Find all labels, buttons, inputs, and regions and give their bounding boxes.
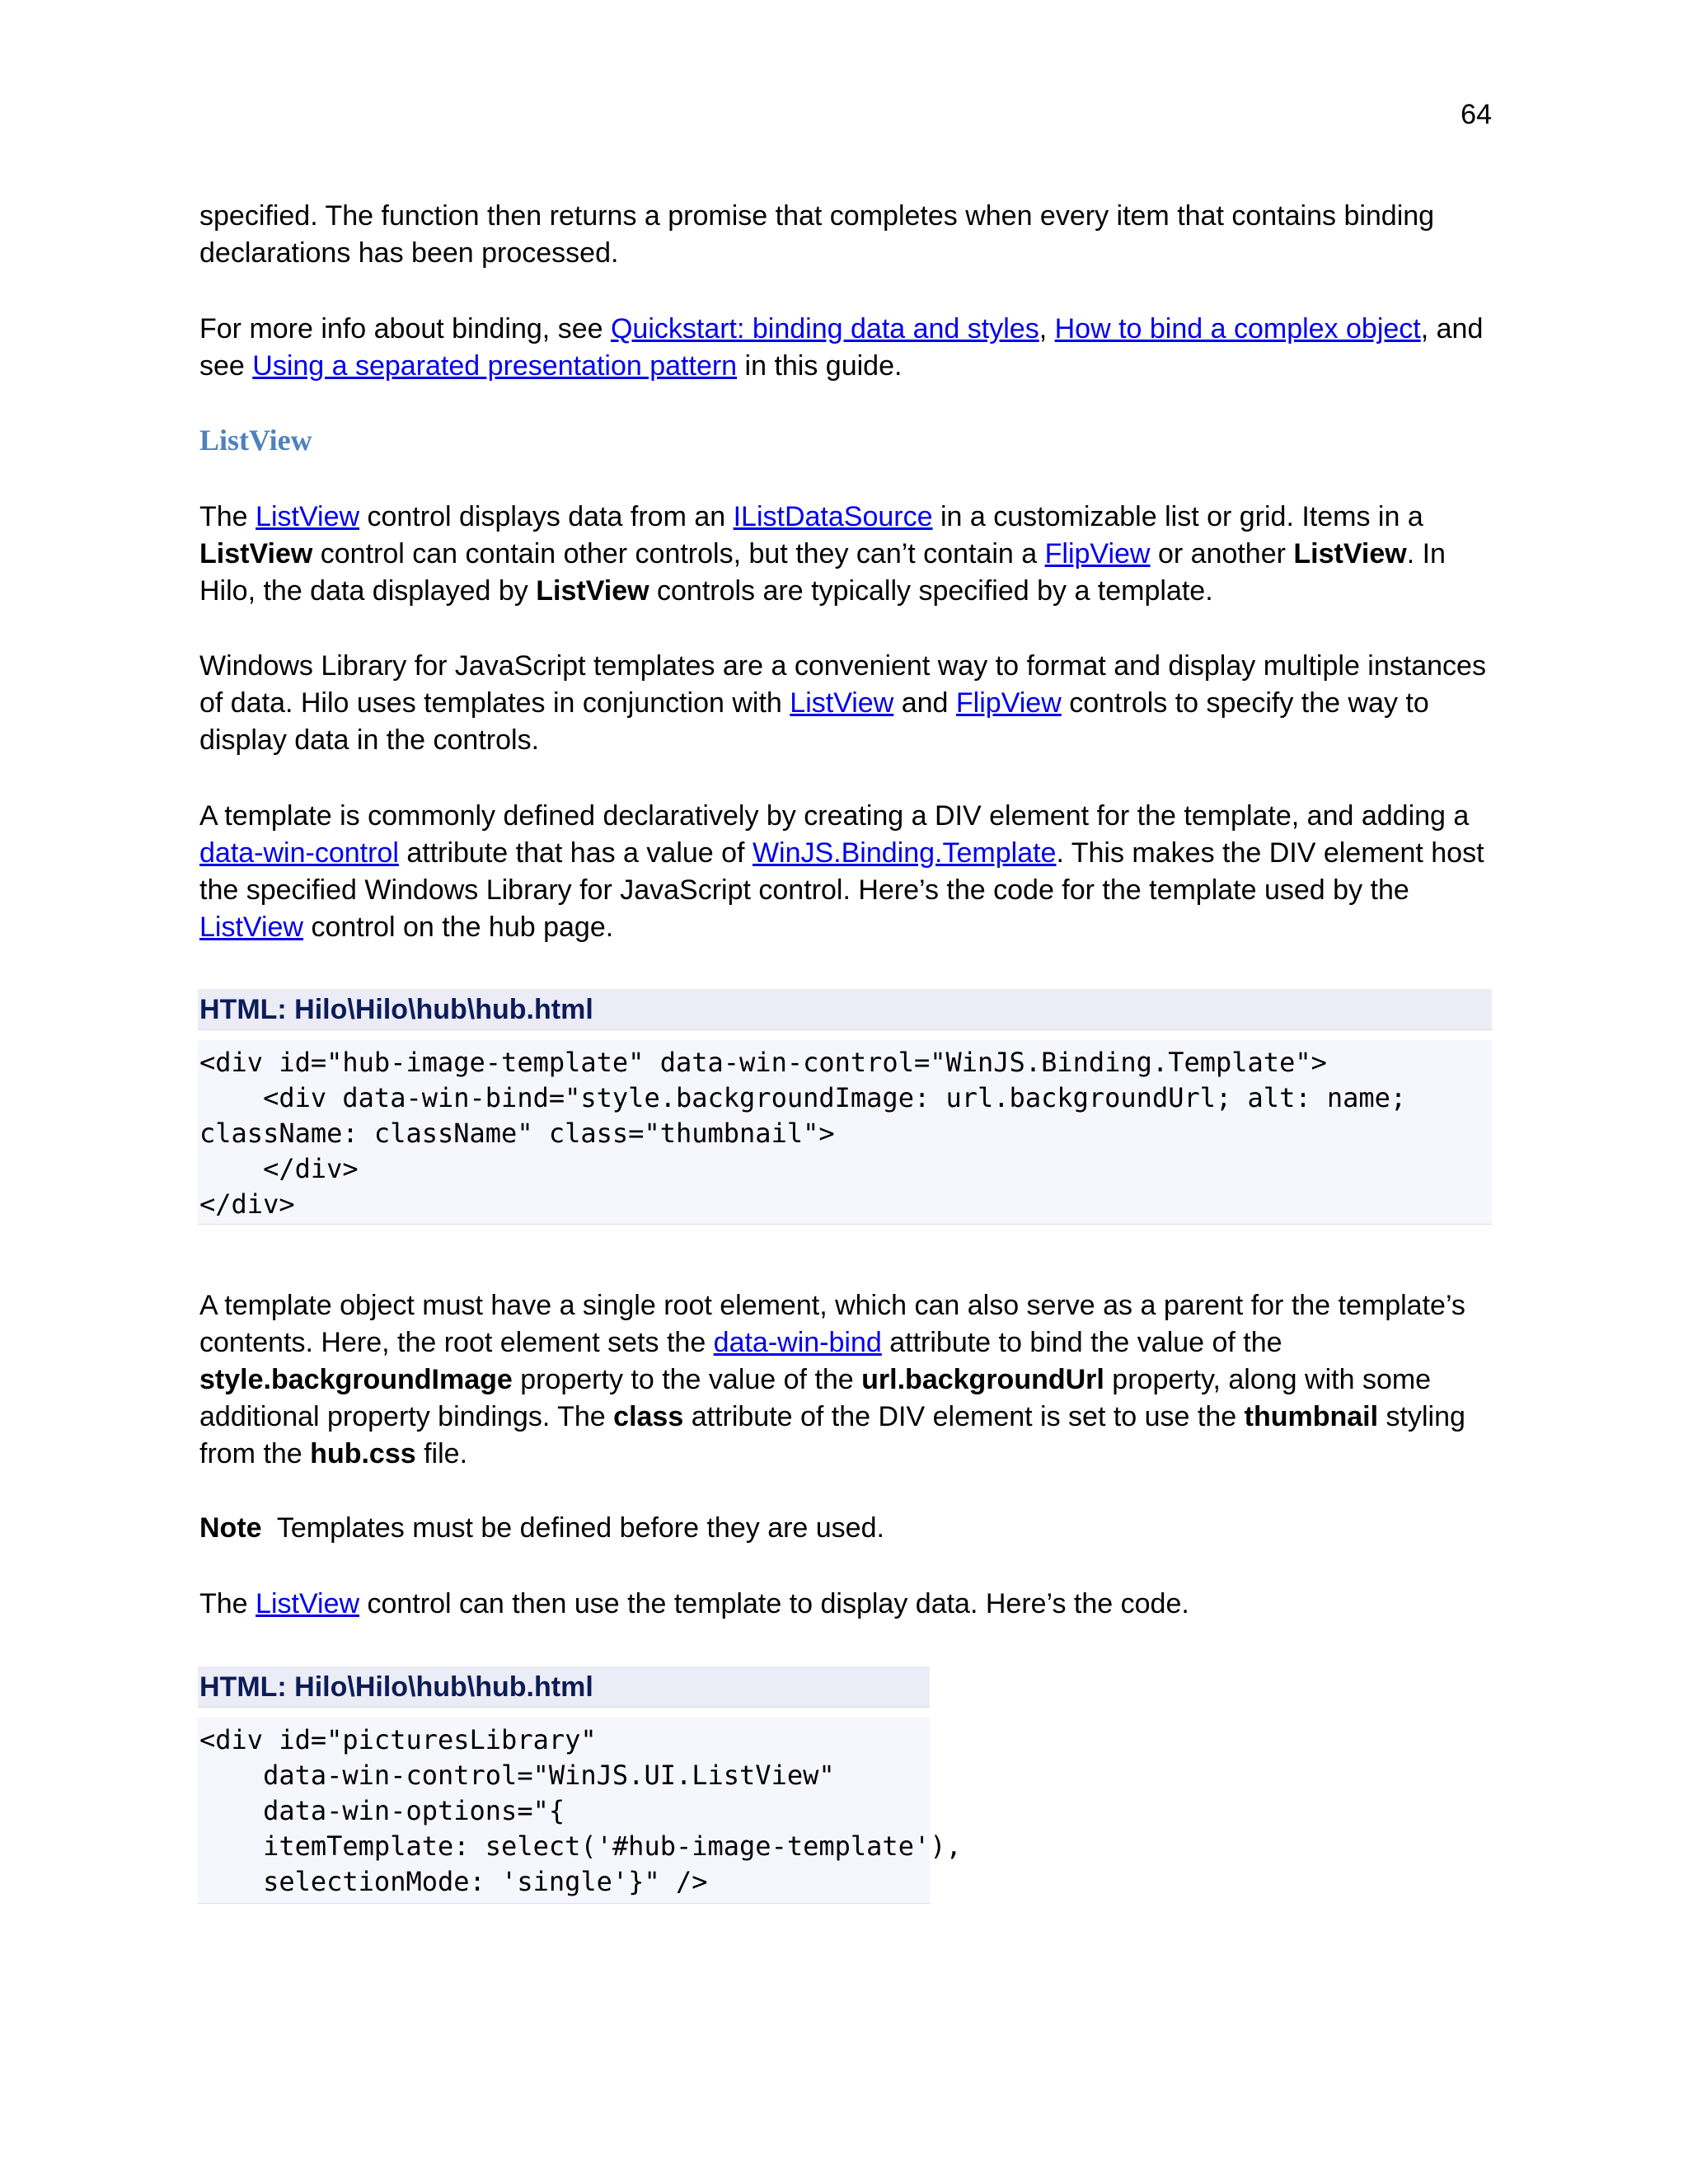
link-flipview-2[interactable]: FlipView [955,687,1062,719]
link-bind-complex-object[interactable]: How to bind a complex object [1054,313,1421,344]
paragraph-templates: Windows Library for JavaScript templates are a convenient way to format and display multiple instances of data. Hilo uses templates in conjunction with ListView and FlipView controls to specify the way to display data in the controls. [199,650,1486,756]
paragraph-template-definition: A template is commonly defined declaratively by creating a DIV element for the template, and adding a data-win-control attribute that has a value of WinJS.Binding.Template. This makes the DIV element host the specified Windows Library for JavaScript control. Here’s the code for the template used by the ListView control on the hub page. [199,800,1484,943]
paragraph-listview-usage: The ListView control can then use the template to display data. Here’s the code. [199,1588,1189,1619]
link-ilistdatasource[interactable]: IListDataSource [733,501,933,532]
link-separated-presentation-pattern[interactable]: Using a separated presentation pattern [252,350,738,382]
paragraph-listview-intro: The ListView control displays data from an IListDataSource in a customizable list or grid. Items in a ListView control can contain other controls, but they can’t contain a FlipView or another ListView. In Hilo, the data displayed by ListView controls are typically specified by a template. [199,501,1446,607]
link-data-win-bind[interactable]: data-win-bind [713,1327,882,1358]
paragraph-note: Note Templates must be defined before they are used. [199,1512,884,1544]
link-flipview[interactable]: FlipView [1044,538,1151,569]
paragraph-template-object: A template object must have a single root element, which can also serve as a parent for the template’s contents. Here, the root element sets the data-win-bind attribute to bind the value of the style.backgroundImage property to the value of the url.backgroundUrl property, along with some additional property bindings. The class attribute of the DIV element is set to use the thumbnail styling from the hub.css file. [199,1290,1465,1469]
section-heading-listview: ListView [199,424,312,457]
paragraph-binding-completion: specified. The function then returns a promise that completes when every item that contains binding declarations has been processed. [199,200,1435,269]
page-number: 64 [1461,99,1492,130]
link-winjs-binding-template[interactable]: WinJS.Binding.Template [752,837,1057,869]
code-block-2: <div id="picturesLibrary" data-win-control="WinJS.UI.ListView" data-win-options="{ itemTemplate: select('#hub-image-template'), selectionMode: 'single'}" /> [198,1718,930,1904]
link-listview-3[interactable]: ListView [199,912,303,943]
code-title-1: HTML: Hilo\Hilo\hub\hub.html [198,989,1492,1030]
link-listview-4[interactable]: ListView [256,1588,360,1619]
code-block-1: <div id="hub-image-template" data-win-control="WinJS.Binding.Template"> <div data-win-bind="style.backgroundImage: url.backgroundUrl; alt: name; className: className" class="thumbnail"> </div> </div> [198,1040,1492,1225]
link-listview[interactable]: ListView [256,501,360,532]
link-quickstart-binding[interactable]: Quickstart: binding data and styles [610,313,1039,344]
paragraph-binding-info: For more info about binding, see Quickstart: binding data and styles, How to bind a complex object, and see Using a separated presentation pattern in this guide. [199,313,1484,382]
code-title-2: HTML: Hilo\Hilo\hub\hub.html [198,1666,930,1708]
link-data-win-control[interactable]: data-win-control [199,837,399,869]
link-listview-2[interactable]: ListView [790,687,894,719]
